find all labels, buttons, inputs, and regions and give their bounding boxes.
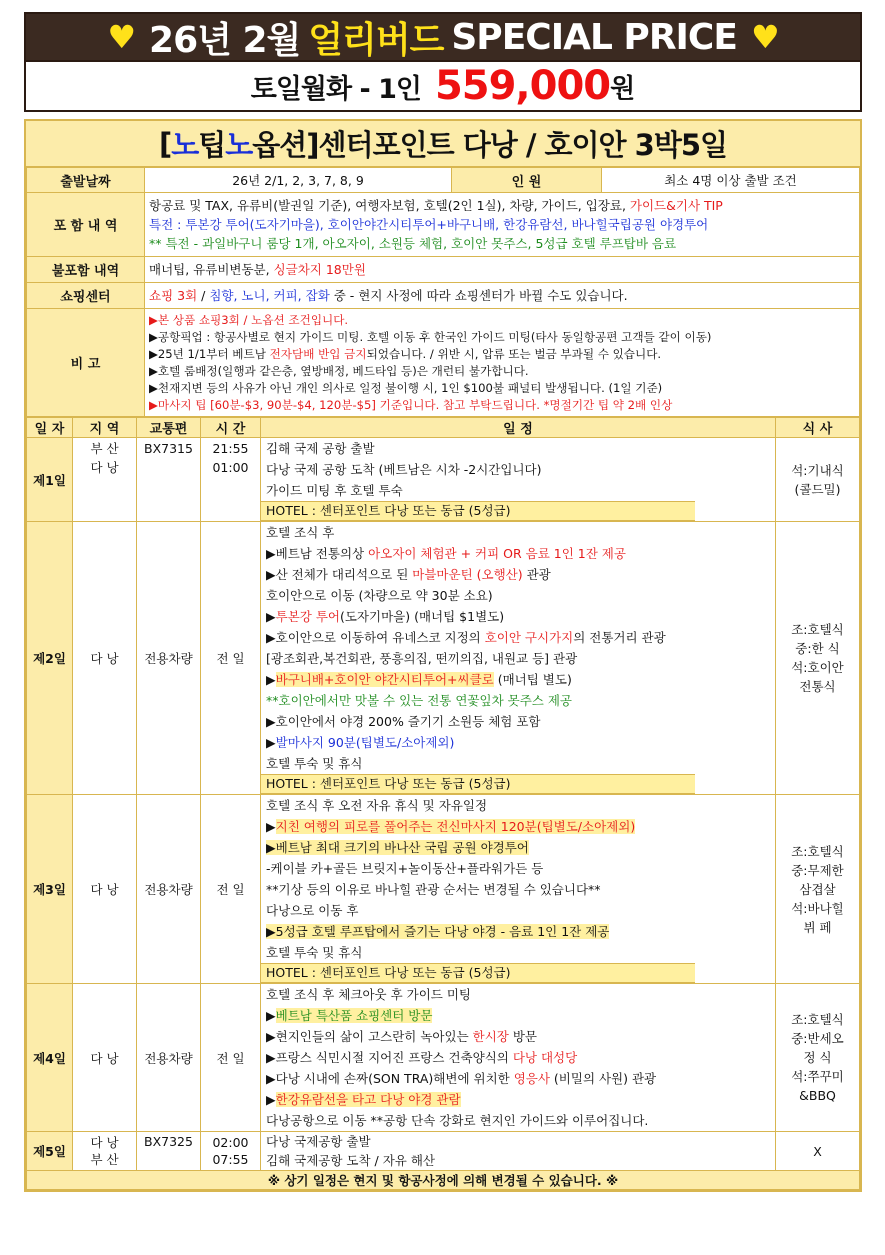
price-box: [24, 62, 862, 112]
footer-row: [27, 1171, 860, 1190]
include-content: 항공료 및 TAX, 유류비(발권일 기준), 여행자보험, 호텔(2인 1실), 차량, 가이드, 입장료, 가이드&기사 TIP 특전 : 투본강 투어(도자기마을), 호이안야간시티투어+바구니배, 한강유람선, 바나힐국립공원 야경투어 ** 특전 - 과일바구니 룸당 1개, 아오자이, 소원등 체험, 호이안 못주스, 5성급 호텔 루프탑바 음료: [145, 193, 860, 257]
flyer: [24, 12, 862, 1192]
hotel-line: HOTEL : 센터포인트 다낭 또는 동급 (5성급): [261, 774, 695, 794]
shopping-row: [27, 283, 860, 309]
day-place: 다 낭: [73, 522, 137, 795]
shopping-content: 쇼핑 3회 / 침향, 노니, 커피, 잡화 중 - 현지 사정에 따라 쇼핑센터가 바뀔 수도 있습니다.: [145, 283, 860, 309]
price-unit: 원: [610, 73, 636, 104]
day-label: 제4일: [27, 984, 73, 1132]
day-meal: 석:기내식 (콜드밀): [776, 438, 860, 522]
people-label: 인 원: [452, 168, 602, 193]
people-value: 최소 4명 이상 출발 조건: [602, 168, 860, 193]
shopping-label: 쇼핑센터: [27, 283, 145, 309]
heart-icon: ♥: [750, 18, 779, 56]
day-place: 다 낭: [73, 795, 137, 984]
day-row: [27, 522, 860, 795]
hotel-line: HOTEL : 센터포인트 다낭 또는 동급 (5성급): [261, 501, 695, 521]
remarks-row: [27, 309, 860, 417]
include-row: [27, 193, 860, 257]
day-time: 21:55 01:00: [201, 438, 261, 522]
day-row: [27, 795, 860, 984]
day-label: 제1일: [27, 438, 73, 522]
tour-sheet: [24, 119, 862, 1192]
day-label: 제2일: [27, 522, 73, 795]
price-label: 토일월화 - 1인: [250, 73, 421, 105]
banner-earlybird: 얼리버드: [308, 19, 444, 61]
day-meal: 조:호텔식 중:무제한 삼겹살 석:바나힐 뷔 페: [776, 795, 860, 984]
header-meal: 식 사: [776, 418, 860, 438]
promo-banner: [24, 12, 862, 62]
banner-special-price: SPECIAL PRICE: [451, 16, 737, 58]
day-place: 부 산 다 낭: [73, 438, 137, 522]
hotel-line: HOTEL : 센터포인트 다낭 또는 동급 (5성급): [261, 963, 695, 983]
remarks-content: ▶본 상품 쇼핑3회 / 노옵션 조건입니다. ▶공항픽업 : 항공사별로 현지 가이드 미팅. 호텔 이동 후 한국인 가이드 미팅(타사 동일항공편 고객들 같이 이동) ▶25년 1/1부터 베트남 전자담배 반입 금지되었습니다. / 위반 시, 압류 또는 벌금 부과될 수 있습니다. ▶호텔 룸배정(일행과 같은층, 옆방배정, 베드타입 등)은 개런티 불가합니다. ▶천재지변 등의 사유가 아닌 개인 의사로 일정 불이행 시, 1인 $100불 패널티 발생됩니다. (1일 기준) ▶마사지 팁 [60분-$3, 90분-$4, 120분-$5] 기준입니다. 참고 부탁드립니다. *명절기간 팁 약 2배 인상: [145, 309, 860, 417]
day-row: [27, 1132, 860, 1171]
heart-icon: ♥: [107, 18, 136, 56]
tour-title: [ 노 팁 노 옵션] 센터포인트 다낭 / 호이안 3박5일: [26, 121, 860, 167]
day-place: 다 낭 부 산: [73, 1132, 137, 1171]
header-transport: 교통편: [137, 418, 201, 438]
day-transport: 전용차량: [137, 984, 201, 1132]
day-itinerary: 김해 국제 공항 출발 다낭 국제 공항 도착 (베트남은 시차 -2시간입니다) 가이드 미팅 후 호텔 투숙 HOTEL : 센터포인트 다낭 또는 동급 (5성급): [261, 438, 776, 522]
exclude-label: 불포함 내역: [27, 257, 145, 283]
day-itinerary: 호텔 조식 후 ▶베트남 전통의상 아오자이 체험관 + 커피 OR 음료 1인 1잔 제공 ▶산 전체가 대리석으로 된 마블마운틴 (오행산) 관광 호이안으로 이동 (차량으로 약 30분 소요) ▶투본강 투어(도자기마을) (매너팁 $1별도) ▶호이안으로 이동하여 유네스코 지정의 호이안 구시가지의 전통거리 관광 [광조회관,복건회관, 풍흥의집, 떤끼의집, 내원교 등] 관광 ▶바구니배+호이안 야간시티투어+씨클로 (매너팁 별도) **호이안에서만 맛볼 수 있는 전통 연꽃잎차 못주스 제공 ▶호이안에서 야경 200% 즐기기 소원등 체험 포함 ▶발마사지 90분(팁별도/소아제외) 호텔 투숙 및 휴식 HOTEL : 센터포인트 다낭 또는 동급 (5성급): [261, 522, 776, 795]
day-transport: 전용차량: [137, 522, 201, 795]
day-transport: 전용차량: [137, 795, 201, 984]
schedule-header: [27, 418, 860, 438]
day-row: [27, 438, 860, 522]
day-row: [27, 984, 860, 1132]
schedule-table: [26, 417, 860, 1190]
day-itinerary: 호텔 조식 후 오전 자유 휴식 및 자유일정 ▶지친 여행의 피로를 풀어주는 전신마사지 120분(팁별도/소아제외) ▶베트남 최대 크기의 바나산 국립 공원 야경투어 -케이블 카+골든 브릿지+놀이동산+플라워가든 등 **기상 등의 이유로 바나힐 관광 순서는 변경될 수 있습니다** 다낭으로 이동 후 ▶5성급 호텔 루프탑에서 즐기는 다낭 야경 - 음료 1인 1잔 제공 호텔 투숙 및 휴식 HOTEL : 센터포인트 다낭 또는 동급 (5성급): [261, 795, 776, 984]
header-place: 지 역: [73, 418, 137, 438]
include-label: 포 함 내 역: [27, 193, 145, 257]
day-itinerary: 호텔 조식 후 체크아웃 후 가이드 미팅 ▶베트남 특산품 쇼핑센터 방문 ▶현지인들의 삶이 고스란히 녹아있는 한시장 방문 ▶프랑스 식민시절 지어진 프랑스 건축양식의 다낭 대성당 ▶다낭 시내에 손짜(SON TRA)해변에 위치한 영응사 (비밀의 사원) 관광 ▶한강유람선을 타고 다낭 야경 관람 다낭공항으로 이동 **공항 단속 강화로 현지인 가이드와 이루어집니다.: [261, 984, 776, 1132]
header-itinerary: 일 정: [261, 418, 776, 438]
exclude-content: 매너팁, 유류비변동분, 싱글차지 18만원: [145, 257, 860, 283]
price-value: 559,000: [434, 63, 611, 109]
day-transport: BX7315: [137, 438, 201, 522]
info-table: [26, 167, 860, 417]
schedule-footnote: ※ 상기 일정은 현지 및 항공사정에 의해 변경될 수 있습니다. ※: [27, 1171, 860, 1190]
exclude-row: [27, 257, 860, 283]
depart-value: 26년 2/1, 2, 3, 7, 8, 9: [145, 168, 452, 193]
day-time: 전 일: [201, 795, 261, 984]
day-meal: X: [776, 1132, 860, 1171]
header-time: 시 간: [201, 418, 261, 438]
day-itinerary: 다낭 국제공항 출발 김해 국제공항 도착 / 자유 해산: [261, 1132, 776, 1171]
day-time: 전 일: [201, 984, 261, 1132]
banner-date: 26년 2월: [149, 19, 301, 61]
day-time: 전 일: [201, 522, 261, 795]
day-meal: 조:호텔식 중:반세오 정 식 석:쭈꾸미 &BBQ: [776, 984, 860, 1132]
remarks-label: 비 고: [27, 309, 145, 417]
day-meal: 조:호텔식 중:한 식 석:호이안 전통식: [776, 522, 860, 795]
depart-label: 출발날짜: [27, 168, 145, 193]
day-label: 제3일: [27, 795, 73, 984]
day-place: 다 낭: [73, 984, 137, 1132]
depart-row: [27, 168, 860, 193]
day-label: 제5일: [27, 1132, 73, 1171]
day-time: 02:00 07:55: [201, 1132, 261, 1171]
header-day: 일 자: [27, 418, 73, 438]
day-transport: BX7325: [137, 1132, 201, 1171]
